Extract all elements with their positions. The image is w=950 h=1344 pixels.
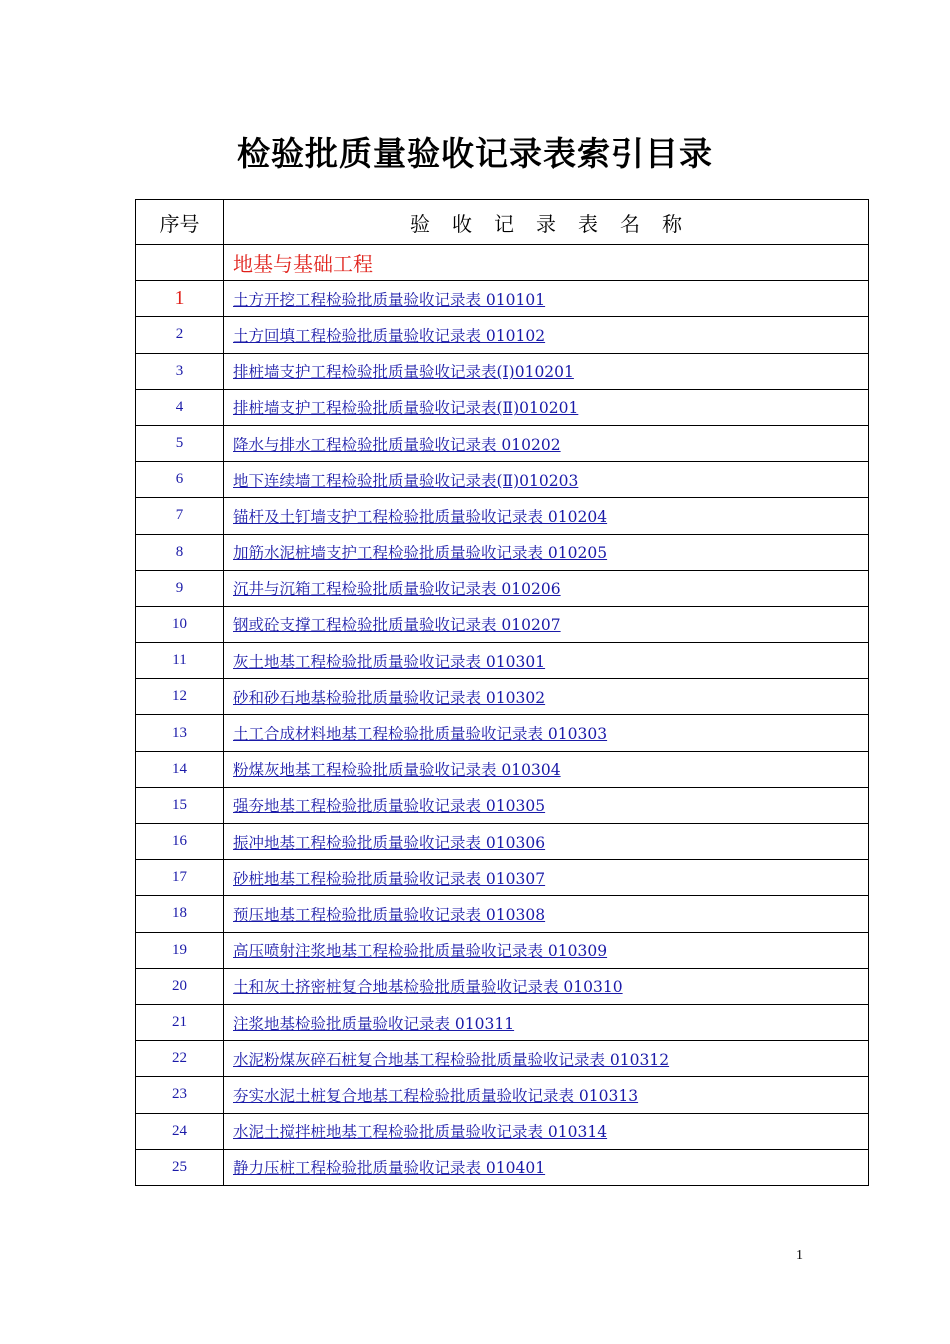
record-form-link[interactable]: 静力压桩工程检验批质量验收记录表 010401: [233, 1159, 546, 1178]
index-table: [135, 199, 869, 1186]
row-name-cell: [224, 824, 869, 860]
row-number: 8: [136, 534, 224, 570]
header-name: 验收记录表名称: [224, 200, 869, 245]
table-row: [136, 860, 869, 896]
row-number: 25: [136, 1149, 224, 1185]
table-row: [136, 425, 869, 461]
row-name-cell: [224, 534, 869, 570]
record-form-link[interactable]: 砂和砂石地基检验批质量验收记录表 010302: [233, 688, 546, 707]
record-form-link[interactable]: 高压喷射注浆地基工程检验批质量验收记录表 010309: [233, 942, 608, 961]
row-number: 4: [136, 389, 224, 425]
table-row: [136, 643, 869, 679]
page-number: 1: [796, 1248, 803, 1263]
row-number: 3: [136, 353, 224, 389]
row-name-cell: [224, 932, 869, 968]
record-form-link[interactable]: 排桩墙支护工程检验批质量验收记录表(Ⅰ)010201: [233, 363, 574, 382]
section-row: [136, 245, 869, 281]
row-name-cell: [224, 896, 869, 932]
table-row: [136, 1113, 869, 1149]
table-row: [136, 462, 869, 498]
row-name-cell: [224, 281, 869, 317]
row-name-cell: [224, 1149, 869, 1185]
section-title: 地基与基础工程: [224, 245, 869, 281]
page-title: 检验批质量验收记录表索引目录: [237, 134, 713, 173]
row-number: 13: [136, 715, 224, 751]
row-number: 1: [136, 281, 224, 317]
row-number: 23: [136, 1077, 224, 1113]
header-number: 序号: [136, 200, 224, 245]
row-name-cell: [224, 787, 869, 823]
row-number: 6: [136, 462, 224, 498]
table-row: [136, 896, 869, 932]
record-form-link[interactable]: 降水与排水工程检验批质量验收记录表 010202: [233, 435, 561, 454]
record-form-link[interactable]: 排桩墙支护工程检验批质量验收记录表(Ⅱ)010201: [233, 399, 579, 418]
table-row: [136, 534, 869, 570]
row-name-cell: [224, 1113, 869, 1149]
table-row: [136, 606, 869, 642]
record-form-link[interactable]: 土和灰土挤密桩复合地基检验批质量验收记录表 010310: [233, 978, 623, 997]
table-header-row: [136, 200, 869, 245]
table-row: [136, 968, 869, 1004]
table-row: [136, 1041, 869, 1077]
row-name-cell: [224, 389, 869, 425]
row-number: 22: [136, 1041, 224, 1077]
row-name-cell: [224, 425, 869, 461]
table-row: [136, 498, 869, 534]
record-form-link[interactable]: 灰土地基工程检验批质量验收记录表 010301: [233, 652, 546, 671]
record-form-link[interactable]: 水泥粉煤灰碎石桩复合地基工程检验批质量验收记录表 010312: [233, 1050, 670, 1069]
row-number: 24: [136, 1113, 224, 1149]
row-name-cell: [224, 1004, 869, 1040]
row-name-cell: [224, 498, 869, 534]
row-number: 21: [136, 1004, 224, 1040]
table-row: [136, 679, 869, 715]
table-row: [136, 570, 869, 606]
table-row: [136, 751, 869, 787]
row-name-cell: [224, 679, 869, 715]
record-form-link[interactable]: 加筋水泥桩墙支护工程检验批质量验收记录表 010205: [233, 544, 608, 563]
row-name-cell: [224, 462, 869, 498]
row-name-cell: [224, 353, 869, 389]
row-name-cell: [224, 715, 869, 751]
row-number: 11: [136, 643, 224, 679]
record-form-link[interactable]: 注浆地基检验批质量验收记录表 010311: [233, 1014, 515, 1033]
table-row: [136, 715, 869, 751]
record-form-link[interactable]: 粉煤灰地基工程检验批质量验收记录表 010304: [233, 761, 561, 780]
record-form-link[interactable]: 土方回填工程检验批质量验收记录表 010102: [233, 326, 546, 345]
section-number-cell: [136, 245, 224, 281]
record-form-link[interactable]: 预压地基工程检验批质量验收记录表 010308: [233, 905, 546, 924]
row-number: 5: [136, 425, 224, 461]
row-number: 15: [136, 787, 224, 823]
table-row: [136, 353, 869, 389]
table-row: [136, 1077, 869, 1113]
record-form-link[interactable]: 水泥土搅拌桩地基工程检验批质量验收记录表 010314: [233, 1123, 608, 1142]
table-row: [136, 389, 869, 425]
row-name-cell: [224, 317, 869, 353]
row-number: 9: [136, 570, 224, 606]
row-name-cell: [224, 606, 869, 642]
row-number: 14: [136, 751, 224, 787]
row-name-cell: [224, 860, 869, 896]
row-name-cell: [224, 968, 869, 1004]
row-number: 19: [136, 932, 224, 968]
row-number: 12: [136, 679, 224, 715]
row-number: 10: [136, 606, 224, 642]
row-number: 20: [136, 968, 224, 1004]
table-row: [136, 1149, 869, 1185]
row-number: 16: [136, 824, 224, 860]
table-row: [136, 824, 869, 860]
table-row: [136, 932, 869, 968]
row-name-cell: [224, 751, 869, 787]
record-form-link[interactable]: 强夯地基工程检验批质量验收记录表 010305: [233, 797, 546, 816]
record-form-link[interactable]: 锚杆及土钉墙支护工程检验批质量验收记录表 010204: [233, 507, 608, 526]
row-number: 17: [136, 860, 224, 896]
row-name-cell: [224, 643, 869, 679]
table-row: [136, 281, 869, 317]
row-name-cell: [224, 1041, 869, 1077]
record-form-link[interactable]: 振冲地基工程检验批质量验收记录表 010306: [233, 833, 546, 852]
record-form-link[interactable]: 砂桩地基工程检验批质量验收记录表 010307: [233, 869, 546, 888]
record-form-link[interactable]: 土工合成材料地基工程检验批质量验收记录表 010303: [233, 725, 608, 744]
table-row: [136, 787, 869, 823]
row-number: 18: [136, 896, 224, 932]
row-number: 2: [136, 317, 224, 353]
row-name-cell: [224, 570, 869, 606]
record-form-link[interactable]: 地下连续墙工程检验批质量验收记录表(Ⅱ)010203: [233, 471, 579, 490]
record-form-link[interactable]: 夯实水泥土桩复合地基工程检验批质量验收记录表 010313: [233, 1086, 639, 1105]
record-form-link[interactable]: 土方开挖工程检验批质量验收记录表 010101: [233, 290, 546, 309]
table-row: [136, 317, 869, 353]
row-name-cell: [224, 1077, 869, 1113]
row-number: 7: [136, 498, 224, 534]
table-row: [136, 1004, 869, 1040]
record-form-link[interactable]: 钢或砼支撑工程检验批质量验收记录表 010207: [233, 616, 561, 635]
record-form-link[interactable]: 沉井与沉箱工程检验批质量验收记录表 010206: [233, 580, 561, 599]
